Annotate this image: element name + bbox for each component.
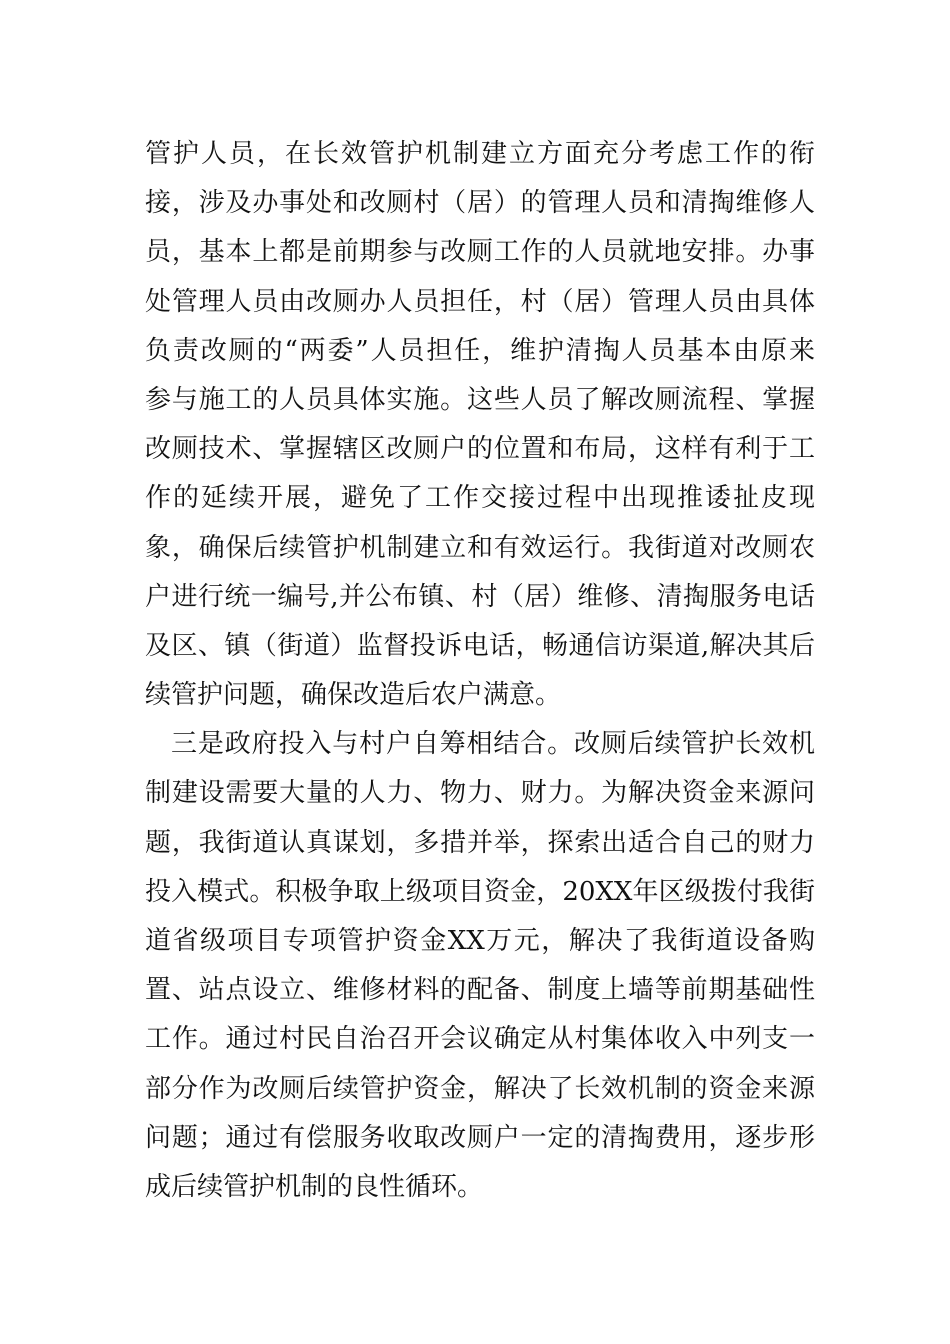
text-line: 及区、镇（街道）监督投诉电话，畅通信访渠道,解决其后: [145, 630, 815, 661]
text-line: 处管理人员由改厕办人员担任，村（居）管理人员由具体: [145, 286, 815, 317]
text-line: 制建设需要大量的人力、物力、财力。为解决资金来源问: [145, 778, 815, 809]
text-line: 负责改厕的“两委”人员担任，维护清掏人员基本由原来: [145, 335, 815, 366]
text-line: 三是政府投入与村户自筹相结合。改厕后续管护长效机: [171, 729, 815, 760]
text-line: 参与施工的人员具体实施。这些人员了解改厕流程、掌握: [145, 384, 815, 415]
text-line: 道省级项目专项管护资金XX万元，解决了我街道设备购: [145, 926, 815, 956]
text-line: 投入模式。积极争取上级项目资金，20XX年区级拨付我街: [145, 876, 815, 907]
paragraph-1: [145, 130, 815, 720]
text-line: 问题；通过有偿服务收取改厕户一定的清掏费用，逐步形: [145, 1122, 815, 1153]
text-line: 置、站点设立、维修材料的配备、制度上墙等前期基础性: [145, 975, 815, 1006]
text-line: 作的延续开展，避免了工作交接过程中出现推诿扯皮现: [145, 483, 815, 514]
text-line: 改厕技术、掌握辖区改厕户的位置和布局，这样有利于工: [145, 434, 815, 465]
text-line: 管护人员，在长效管护机制建立方面充分考虑工作的衔: [145, 139, 815, 169]
text-line: 部分作为改厕后续管护资金，解决了长效机制的资金来源: [145, 1073, 815, 1104]
text-line: 续管护问题，确保改造后农户满意。: [145, 680, 562, 711]
text-line: 成后续管护机制的良性循环。: [145, 1171, 484, 1202]
paragraph-2: [145, 720, 815, 1212]
text-line: 工作。通过村民自治召开会议确定从村集体收入中列支一: [145, 1024, 815, 1055]
text-line: 象，确保后续管护机制建立和有效运行。我街道对改厕农: [145, 532, 815, 563]
text-line: 接，涉及办事处和改厕村（居）的管理人员和清掏维修人: [145, 188, 815, 219]
body-text: [145, 130, 815, 1212]
text-line: 户进行统一编号,并公布镇、村（居）维修、清掏服务电话: [145, 581, 815, 612]
text-line: 员，基本上都是前期参与改厕工作的人员就地安排。办事: [145, 237, 815, 268]
text-line: 题，我街道认真谋划，多措并举，探索出适合自己的财力: [145, 827, 815, 858]
